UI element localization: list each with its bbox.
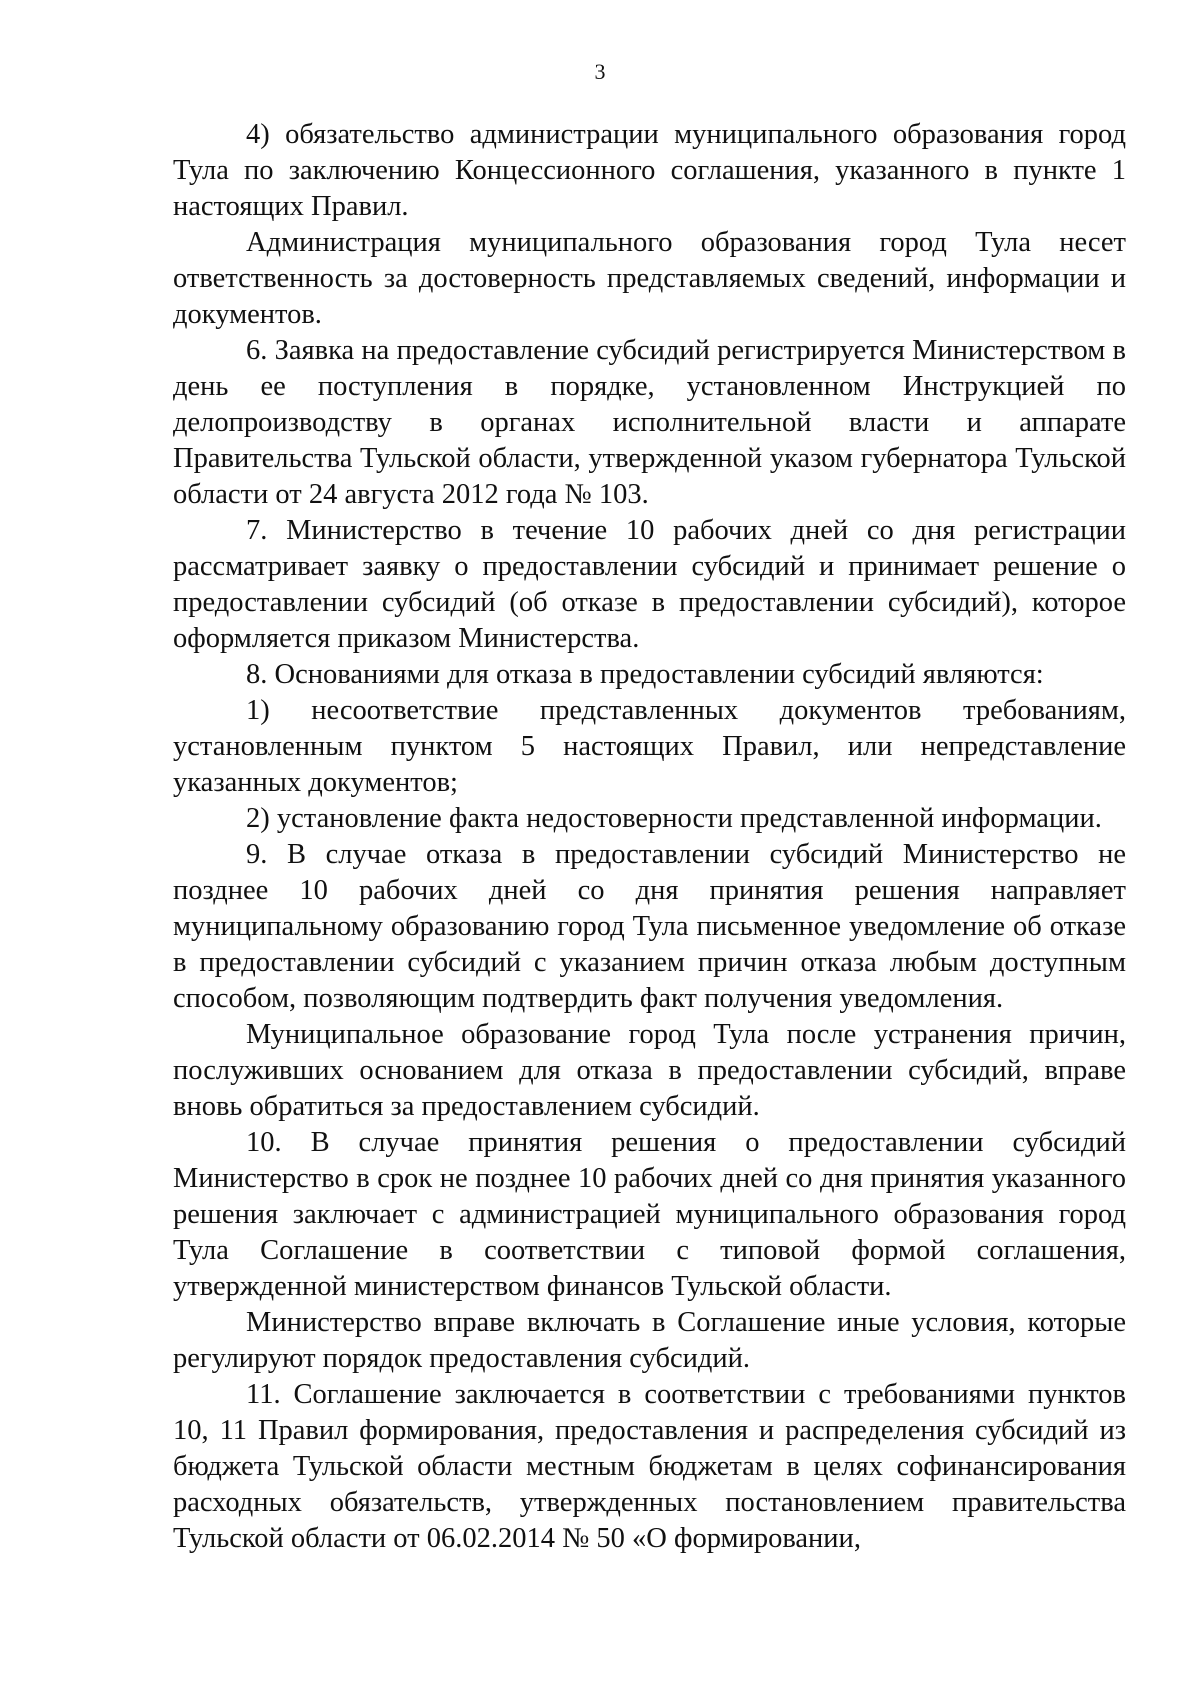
paragraph-7: 7. Министерство в течение 10 рабочих дней со дня регистрации рассматривает заявку о предоставлении субсидий и принимает решение о предоставлении субсидий (об отказе в предоставлении субсидий), которое оформляется приказом Министерства.: [173, 515, 1126, 654]
paragraph-responsibility: Администрация муниципального образования город Тула несет ответственность за достоверность представляемых сведений, информации и документов.: [173, 227, 1126, 330]
paragraph-item-4: 4) обязательство администрации муниципального образования город Тула по заключению Концессионного соглашения, указанного в пункте 1 настоящих Правил.: [173, 119, 1126, 222]
paragraph-9-reapply: Муниципальное образование город Тула после устранения причин, послуживших основанием для отказа в предоставлении субсидий, вправе вновь обратиться за предоставлением субсидий.: [173, 1019, 1126, 1122]
paragraph-10: 10. В случае принятия решения о предоставлении субсидий Министерство в срок не позднее 10 рабочих дней со дня принятия указанного решения заключает с администрацией муниципального образования город Тула Соглашение в соответствии с типовой формой соглашения, утвержденной министерством финансов Тульской области.: [173, 1127, 1126, 1302]
page-number: 3: [594, 59, 606, 84]
paragraph-11: 11. Соглашение заключается в соответствии с требованиями пунктов 10, 11 Правил формирования, предоставления и распределения субсидий из бюджета Тульской области местным бюджетам в целях софинансирования расходных обязательств, утвержденных постановлением правительства Тульской области от 06.02.2014 № 50 «О формировании,: [173, 1379, 1126, 1554]
paragraph-9: 9. В случае отказа в предоставлении субсидий Министерство не позднее 10 рабочих дней со дня принятия решения направляет муниципальному образованию город Тула письменное уведомление об отказе в предоставлении субсидий с указанием причин отказа любым доступным способом, позволяющим подтвердить факт получения уведомления.: [173, 839, 1126, 1014]
paragraph-8: 8. Основаниями для отказа в предоставлении субсидий являются:: [246, 659, 1044, 690]
paragraph-10-conditions: Министерство вправе включать в Соглашение иные условия, которые регулируют порядок предоставления субсидий.: [173, 1307, 1126, 1374]
paragraph-6: 6. Заявка на предоставление субсидий регистрируется Министерством в день ее поступления в порядке, установленном Инструкцией по делопроизводству в органах исполнительной власти и аппарате Правительства Тульской области, утвержденной указом губернатора Тульской области от 24 августа 2012 года № 103.: [173, 335, 1126, 510]
paragraph-8-item-2: 2) установление факта недостоверности представленной информации.: [246, 803, 1102, 834]
paragraph-8-item-1: 1) несоответствие представленных документов требованиям, установленным пунктом 5 настоящих Правил, или непредставление указанных документов;: [173, 695, 1126, 798]
document-body: [173, 117, 1126, 1557]
